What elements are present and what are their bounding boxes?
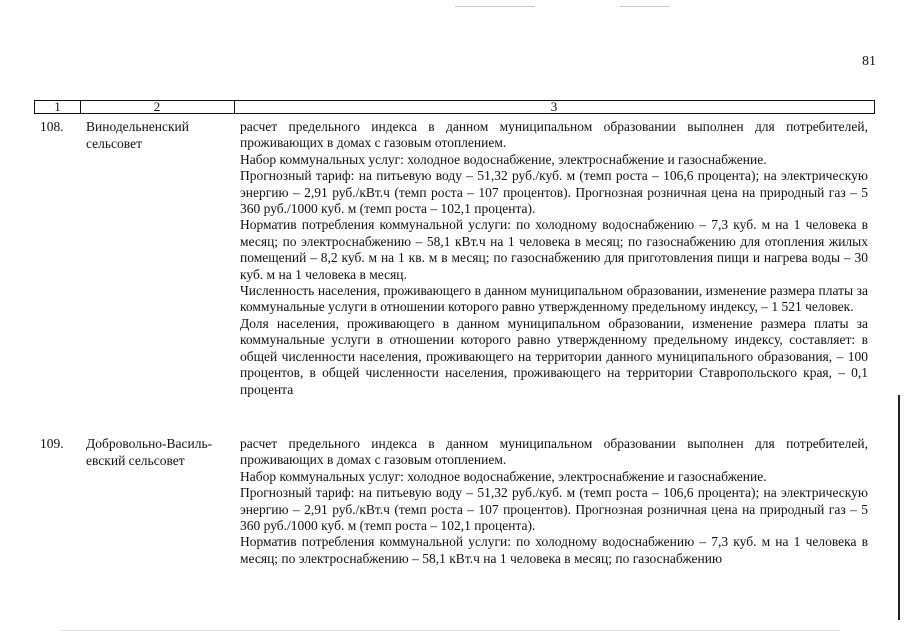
scan-artifact [60,630,840,631]
paragraph: Доля населения, проживающего в данном муниципальном образовании, изменение размера платы за коммунальные услуги в отношении которого равно утвержденному предельному индексу, составляет: в общей численности населения, проживающего на территории данного муниципального образования, – 100 процентов, в общей численности населения, проживающего на территории Ставропольского края, – 0,1 процента [240,315,868,397]
scan-edge-mark [898,395,900,620]
table-header-row [34,100,875,114]
paragraph: Набор коммунальных услуг: холодное водоснабжение, электроснабжение и газоснабжение. [240,468,767,484]
page-number: 81 [862,54,876,69]
municipality-name: Добровольно-Васильевский сельсовет [86,436,213,468]
paragraph: расчет предельного индекса в данном муниципальном образовании выполнен для потребителей, проживающих в домах с газовым отоплением. [240,436,868,468]
entry-number: 109. [40,436,64,451]
paragraph: Прогнозный тариф: на питьевую воду – 51,32 руб./куб. м (темп роста – 106,6 процента); на электрическую энергию – 2,91 руб./кВт.ч (темп роста – 107 процентов). Прогнозная розничная цена на природный газ – 5 360 руб./1000 куб. м (темп роста – 102,1 процента). [240,168,868,217]
paragraph: Численность населения, проживающего в данном муниципальном образовании, изменение размера платы за коммунальные услуги в отношении которого равно утвержденному предельному индексу, – 1 521 человек. [240,283,868,315]
municipality-name: Винодельненский сельсовет [86,119,190,151]
paragraph: Норматив потребления коммунальной услуги: по холодному водоснабжению – 7,3 куб. м на 1 человека в месяц; по электроснабжению – 58,1 кВт.ч на 1 человека в месяц; по газоснабжению [240,534,868,566]
paragraph: Норматив потребления коммунальной услуги: по холодному водоснабжению – 7,3 куб. м на 1 человека в месяц; по электроснабжению – 58,1 кВт.ч на 1 человека в месяц; по газоснабжению для отопления жилых помещений – 8,2 куб. м на 1 кв. м в месяц; по газоснабжению для приготовления пищи и нагрева воды – 30 куб. м на 1 человека в месяц. [240,217,868,282]
header-col-3: 3 [550,99,558,114]
entry-description [240,436,868,567]
scan-artifact [620,6,670,7]
entry-description [240,119,868,398]
scan-artifact [455,6,535,7]
paragraph: расчет предельного индекса в данном муниципальном образовании выполнен для потребителей, проживающих в домах с газовым отоплением. [240,119,868,151]
paragraph: Прогнозный тариф: на питьевую воду – 51,32 руб./куб. м (темп роста – 106,6 процента); на электрическую энергию – 2,91 руб./кВт.ч (темп роста – 107 процентов). Прогнозная розничная цена на природный газ – 5 360 руб./1000 куб. м (темп роста – 102,1 процента). [240,485,868,534]
header-col-1: 1 [35,101,81,113]
paragraph: Набор коммунальных услуг: холодное водоснабжение, электроснабжение и газоснабжение. [240,151,767,167]
entry-number: 108. [40,119,64,134]
header-col-2: 2 [80,101,235,113]
